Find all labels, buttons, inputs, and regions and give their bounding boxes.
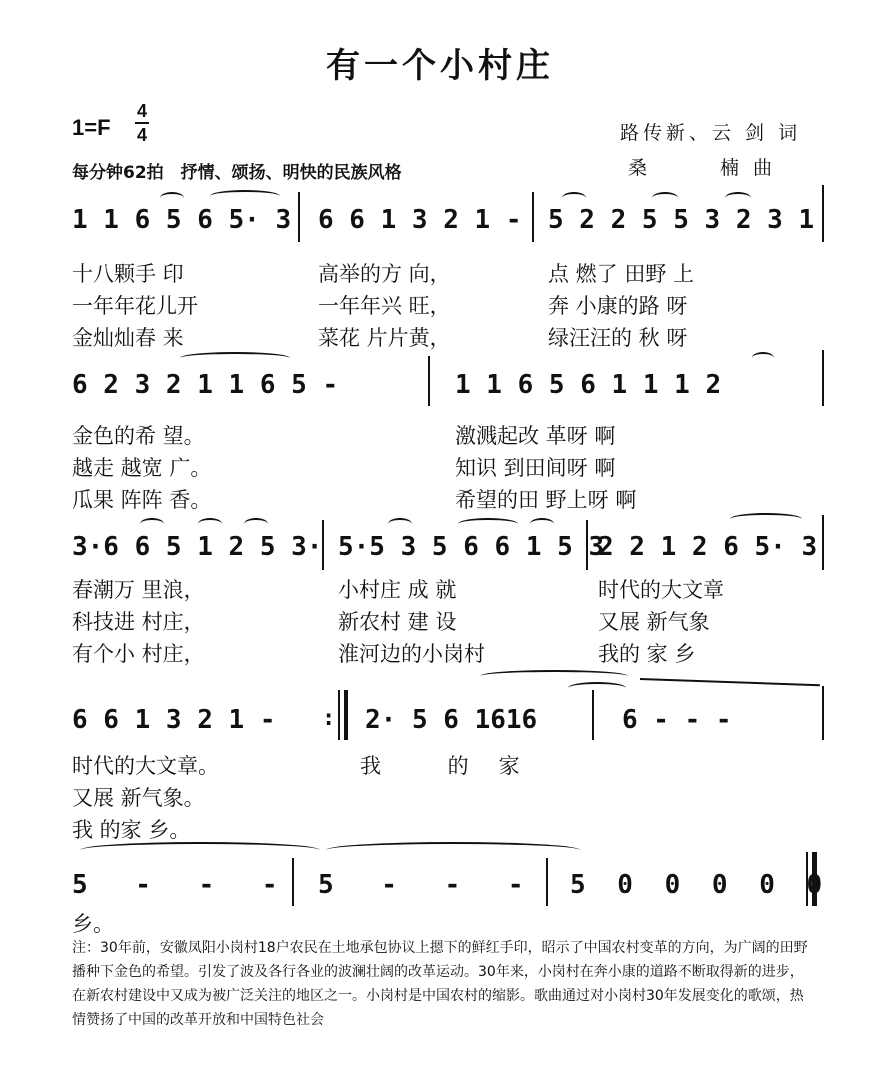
lyric: 新农村 建 设 <box>338 610 457 634</box>
lyric: 高举的方 向， <box>318 262 451 286</box>
measure: 6 - - - <box>622 705 732 735</box>
slur <box>480 670 628 682</box>
slur <box>388 518 412 530</box>
barline-thick <box>344 690 348 740</box>
lyric: 我的 家 乡 <box>598 642 696 666</box>
barline <box>822 350 824 406</box>
lyricist: 路传新、云 剑 词 <box>620 122 802 144</box>
tie-line <box>640 678 820 686</box>
composer: 桑 楠 曲 <box>628 157 777 179</box>
slur <box>752 352 774 364</box>
lyric: 点 燃了 田野 上 <box>548 262 695 286</box>
barline <box>822 686 824 740</box>
barline <box>822 515 824 570</box>
measure: 5 - - - <box>72 870 294 900</box>
measure: 2· 5 6 1616 <box>365 705 538 735</box>
time-signature-top: 4 <box>136 101 147 121</box>
lyric: 希望的田 野上呀 啊 <box>455 488 637 512</box>
lyric: 一年年兴 旺， <box>318 294 451 318</box>
key-signature: 1=F <box>72 115 111 140</box>
measure: 3·6 6 5 1 2 5 3· <box>72 532 323 562</box>
slur <box>140 518 164 530</box>
lyric: 激溅起改 革呀 啊 <box>455 424 616 448</box>
measure: 5 - - - <box>318 870 540 900</box>
slur <box>198 518 222 530</box>
time-signature-bottom: 4 <box>136 125 147 145</box>
lyric: 知识 到田间呀 啊 <box>455 456 616 480</box>
time-signature <box>135 100 149 146</box>
lyric: 瓜果 阵阵 香。 <box>72 488 212 512</box>
lyric: 春潮万 里浪， <box>72 578 205 602</box>
tie <box>326 842 580 858</box>
measure: 5 0 0 0 0 0 <box>570 870 831 900</box>
measure: 1 1 6 5 6 5· 3 <box>72 205 292 235</box>
slur <box>730 513 802 525</box>
lyric: 淮河边的小岗村 <box>338 642 485 666</box>
barline <box>592 690 594 740</box>
slur <box>562 192 586 204</box>
lyric: 金色的希 望。 <box>72 424 205 448</box>
measure: 6 6 1 3 2 1 - <box>72 705 276 735</box>
lyric: 我 的家 乡。 <box>72 818 191 842</box>
measure: 2 2 1 2 6 5· 3 <box>598 532 818 562</box>
slur <box>725 192 751 204</box>
slur <box>210 190 280 202</box>
lyric: 乡。 <box>72 912 114 936</box>
slur <box>458 518 518 530</box>
tie <box>80 842 320 858</box>
lyric: 小村庄 成 就 <box>338 578 457 602</box>
lyric: 菜花 片片黄， <box>318 326 451 350</box>
footnote: 注：30年前，安徽凤阳小岗村18户农民在土地承包协议上摁下的鲜红手印，昭示了中国农村变革的方向，为广阔的田野播种下金色的希望。引发了波及各行各业的波澜壮阔的改革运动。30年来，小岗村在奔小康的道路不断取得新的进步，在新农村建设中又成为被广泛关注的地区之一。小岗村是中国农村的缩影。歌曲通过对小岗村30年发展变化的歌颂，热情赞扬了中国的改革开放和中国特色社会 <box>72 940 808 1028</box>
lyric: 一年年花儿开 <box>72 294 198 318</box>
slur <box>652 192 678 204</box>
barline <box>822 185 824 242</box>
lyric: 十八颗手 印 <box>72 262 184 286</box>
measure: 5·5 3 5 6 6 1 5 3 <box>338 532 605 562</box>
slur <box>180 352 290 364</box>
barline <box>298 192 300 242</box>
barline <box>428 356 430 406</box>
measure: 6 2 3 2 1 1 6 5 - <box>72 370 339 400</box>
slur <box>568 682 626 694</box>
lyric: 金灿灿春 来 <box>72 326 184 350</box>
lyric: 科技进 村庄， <box>72 610 205 634</box>
measure: 5 2 2 5 5 3 2 3 1 <box>548 205 815 235</box>
song-title: 有一个小村庄 <box>326 46 554 86</box>
barline <box>532 192 534 242</box>
lyric: 时代的大文章 <box>598 578 724 602</box>
lyric: 又展 新气象 <box>598 610 710 634</box>
repeat-sign: : <box>322 706 336 731</box>
lyric: 有个小 村庄， <box>72 642 205 666</box>
measure: 6 6 1 3 2 1 - <box>318 205 522 235</box>
slur <box>160 192 184 204</box>
lyric: 奔 小康的路 呀 <box>548 294 688 318</box>
slur <box>530 518 554 530</box>
lyric: 我 的家 <box>360 754 550 778</box>
lyric: 越走 越宽 广。 <box>72 456 212 480</box>
lyric: 又展 新气象。 <box>72 786 205 810</box>
slur <box>244 518 268 530</box>
lyric: 时代的大文章。 <box>72 754 219 778</box>
lyric: 绿汪汪的 秋 呀 <box>548 326 688 350</box>
measure: 1 1 6 5 6 1 1 1 2 <box>455 370 722 400</box>
barline <box>338 690 340 740</box>
tempo-style: 每分钟62拍 抒情、颂扬、明快的民族风格 <box>72 163 402 183</box>
barline <box>546 858 548 906</box>
